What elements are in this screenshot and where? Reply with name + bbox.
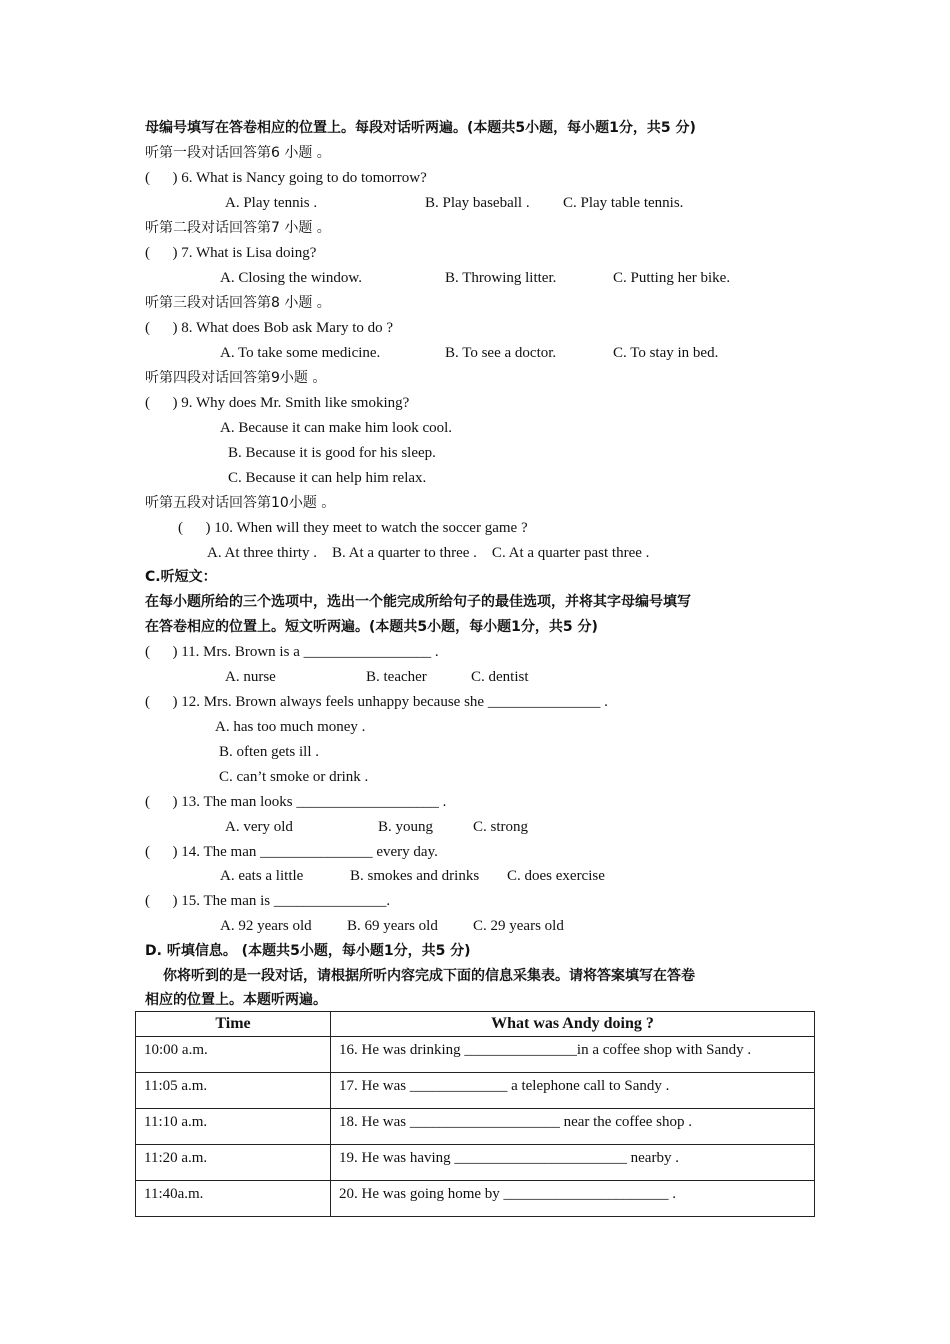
row-time: 11:40a.m. (136, 1181, 331, 1217)
q12-option-b: B. often gets ill . (219, 744, 319, 760)
question-13: ( ) 13. The man looks ___________________ . (145, 794, 447, 810)
row-time: 11:20 a.m. (136, 1145, 331, 1181)
q8-option-c: C. To stay in bed. (613, 345, 719, 361)
section-d-instruction-1: 你将听到的是一段对话，请根据所听内容完成下面的信息采集表。请将答案填写在答卷 (163, 968, 695, 984)
q11-option-c: C. dentist (471, 669, 529, 685)
q6-option-b: B. Play baseball . (425, 195, 530, 211)
dialogue-5-heading: 听第五段对话回答第10小题 。 (145, 495, 336, 511)
q11-option-a: A. nurse (225, 669, 276, 685)
q7-option-b: B. Throwing litter. (445, 270, 557, 286)
row-text: 20. He was going home by ______________________ . (331, 1181, 815, 1217)
q11-option-b: B. teacher (366, 669, 427, 685)
row-text: 16. He was drinking _______________in a coffee shop with Sandy . (331, 1037, 815, 1073)
row-time: 10:00 a.m. (136, 1037, 331, 1073)
q13-option-b: B. young (378, 819, 434, 835)
q6-option-c: C. Play table tennis. (563, 195, 684, 211)
q7-option-a: A. Closing the window. (220, 270, 362, 286)
row-text: 19. He was having _______________________ nearby . (331, 1145, 815, 1181)
section-c-title: C.听短文： (145, 569, 217, 585)
row-time: 11:10 a.m. (136, 1109, 331, 1145)
info-table (135, 1011, 815, 1217)
q14-option-c: C. does exercise (507, 868, 605, 884)
q13-option-a: A. very old (225, 819, 293, 835)
question-7: ( ) 7. What is Lisa doing? (145, 245, 317, 261)
dialogue-4-heading: 听第四段对话回答第9小题 。 (145, 370, 327, 386)
table-row (136, 1145, 815, 1181)
question-14: ( ) 14. The man _______________ every day. (145, 844, 438, 860)
q13-option-c: C. strong (473, 819, 529, 835)
table-row (136, 1073, 815, 1109)
row-text: 17. He was _____________ a telephone call to Sandy . (331, 1073, 815, 1109)
table-row (136, 1109, 815, 1145)
row-time: 11:05 a.m. (136, 1073, 331, 1109)
q8-option-a: A. To take some medicine. (220, 345, 381, 361)
q8-option-b: B. To see a doctor. (445, 345, 557, 361)
question-9: ( ) 9. Why does Mr. Smith like smoking? (145, 395, 410, 411)
q15-option-b: B. 69 years old (347, 918, 438, 934)
question-10: ( ) 10. When will they meet to watch the soccer game ? (178, 520, 528, 536)
question-15: ( ) 15. The man is _______________. (145, 893, 391, 909)
q9-option-c: C. Because it can help him relax. (228, 470, 427, 486)
q9-option-b: B. Because it is good for his sleep. (228, 445, 436, 461)
question-11: ( ) 11. Mrs. Brown is a _________________ . (145, 644, 439, 660)
q14-option-b: B. smokes and drinks (350, 868, 480, 884)
q12-option-a: A. has too much money . (215, 719, 366, 735)
q12-option-c: C. can’t smoke or drink . (219, 769, 369, 785)
dialogue-3-heading: 听第三段对话回答第8 小题 。 (145, 295, 331, 311)
header-what: What was Andy doing ? (331, 1012, 815, 1037)
q9-option-a: A. Because it can make him look cool. (220, 420, 453, 436)
section-d-instruction-2: 相应的位置上。本题听两遍。 (145, 992, 327, 1008)
question-6: ( ) 6. What is Nancy going to do tomorrow? (145, 170, 427, 186)
q10-options: A. At three thirty . B. At a quarter to three . C. At a quarter past three . (207, 545, 650, 561)
table-row (136, 1037, 815, 1073)
header-time: Time (136, 1012, 331, 1037)
question-8: ( ) 8. What does Bob ask Mary to do ? (145, 320, 394, 336)
section-c-instruction-2: 在答卷相应的位置上。短文听两遍。(本题共5小题，每小题1分，共5 分) (145, 619, 598, 635)
q7-option-c: C. Putting her bike. (613, 270, 731, 286)
q14-option-a: A. eats a little (220, 868, 304, 884)
table-row (136, 1181, 815, 1217)
q15-option-c: C. 29 years old (473, 918, 564, 934)
q6-option-a: A. Play tennis . (225, 195, 318, 211)
q15-option-a: A. 92 years old (220, 918, 312, 934)
instruction-continued: 母编号填写在答卷相应的位置上。每段对话听两遍。(本题共5小题，每小题1分，共5 分) (145, 120, 696, 136)
table-header-row (136, 1012, 815, 1037)
section-d-title: D. 听填信息。 (本题共5小题，每小题1分，共5 分) (145, 943, 471, 959)
dialogue-2-heading: 听第二段对话回答第7 小题 。 (145, 220, 331, 236)
row-text: 18. He was ____________________ near the coffee shop . (331, 1109, 815, 1145)
question-12: ( ) 12. Mrs. Brown always feels unhappy because she _______________ . (145, 694, 608, 710)
dialogue-1-heading: 听第一段对话回答第6 小题 。 (145, 145, 331, 161)
section-c-instruction-1: 在每小题所给的三个选项中，选出一个能完成所给句子的最佳选项，并将其字母编号填写 (145, 594, 691, 610)
